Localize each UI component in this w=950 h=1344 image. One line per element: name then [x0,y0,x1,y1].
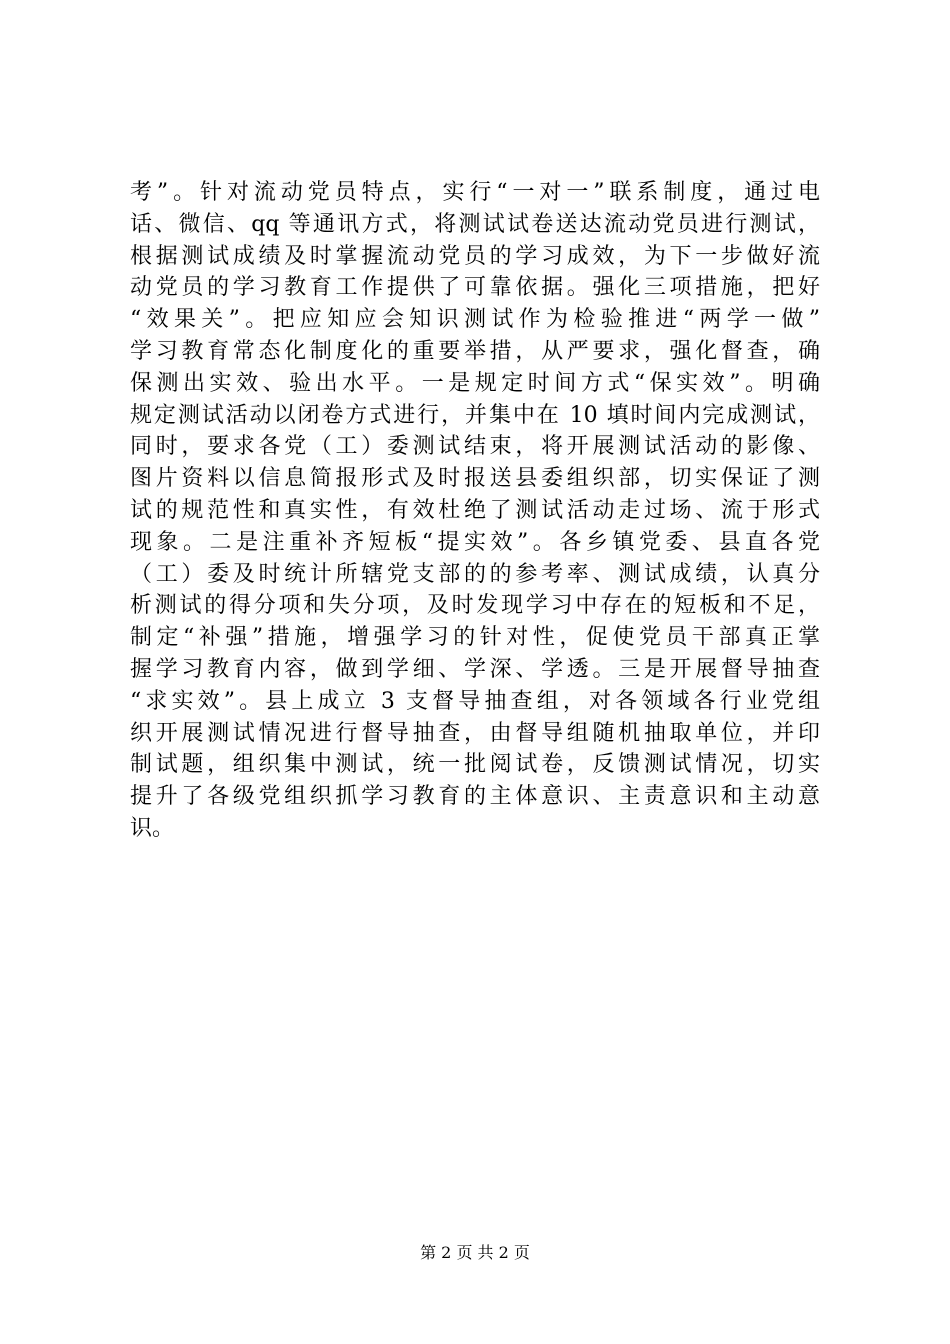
text-line: 制试题，组织集中测试，统一批阅试卷，反馈测试情况，切实 [130,752,820,778]
text-line: 现象。二是注重补齐短板“提实效”。各乡镇党委、县直各党 [130,529,820,555]
text-line: 提升了各级党组织抓学习教育的主体意识、主责意识和主动意 [130,784,820,810]
text-line: 根据测试成绩及时掌握流动党员的学习成效，为下一步做好流 [130,243,820,269]
text-line: “求实效”。县上成立 3 支督导抽查组，对各领域各行业党组 [130,688,820,714]
text-line: 考”。针对流动党员特点，实行“一对一”联系制度，通过电 [130,180,820,205]
text-line: 话、微信、qq 等通讯方式，将测试试卷送达流动党员进行测试， [130,211,820,237]
text-line: 学习教育常态化制度化的重要举措，从严要求，强化督查，确 [130,338,820,364]
page-footer: 第 2 页 共 2 页 [420,1243,530,1262]
text-line: “效果关”。把应知应会知识测试作为检验推进“两学一做” [130,307,820,333]
text-line: 织开展测试情况进行督导抽查，由督导组随机抽取单位，并印 [130,720,820,746]
text-line: 识。 [130,815,175,841]
text-line: 制定“补强”措施，增强学习的针对性，促使党员干部真正掌 [130,625,820,651]
text-line: 规定测试活动以闭卷方式进行，并集中在 10 填时间内完成测试， [130,402,820,428]
text-line: 图片资料以信息简报形式及时报送县委组织部，切实保证了测 [130,466,820,492]
text-line: （工）委及时统计所辖党支部的的参考率、测试成绩，认真分 [130,561,820,587]
text-line: 试的规范性和真实性，有效杜绝了测试活动走过场、流于形式 [130,497,820,523]
text-line: 同时，要求各党（工）委测试结束，将开展测试活动的影像、 [130,434,820,460]
body-paragraph [130,177,820,845]
text-line: 析测试的得分项和失分项，及时发现学习中存在的短板和不足， [130,593,820,619]
text-line: 保测出实效、验出水平。一是规定时间方式“保实效”。明确 [130,370,820,396]
text-line: 握学习教育内容，做到学细、学深、学透。三是开展督导抽查 [130,656,820,682]
text-line: 动党员的学习教育工作提供了可靠依据。强化三项措施，把好 [130,275,820,301]
